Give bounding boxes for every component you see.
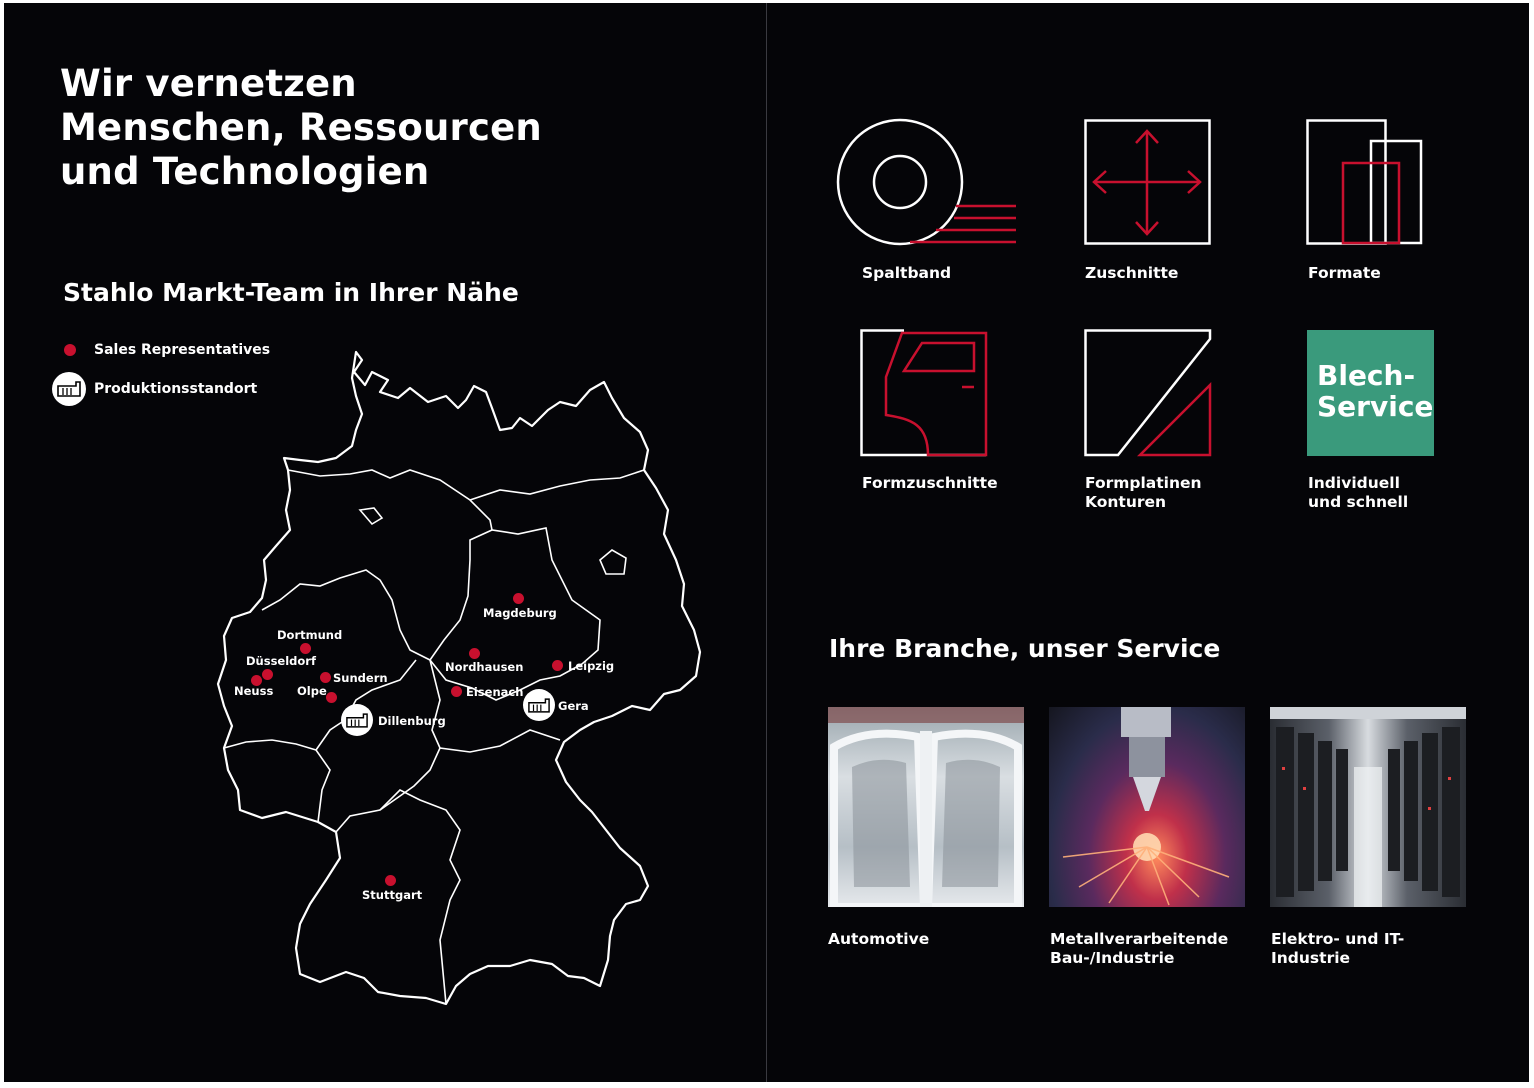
branch-heading: Ihre Branche, unser Service — [829, 634, 1221, 663]
factory-gera-icon[interactable] — [523, 689, 555, 721]
city-stuttgart: Stuttgart — [362, 888, 423, 902]
city-magdeburg: Magdeburg — [483, 606, 557, 620]
city-leipzig: Leipzig — [568, 659, 615, 673]
blech-service-tile[interactable] — [1307, 330, 1434, 456]
automotive-photo[interactable] — [828, 707, 1024, 907]
city-sundern: Sundern — [333, 671, 388, 685]
branch-metall[interactable]: Metallverarbeitende Bau-/Industrie — [1050, 930, 1229, 967]
product-formate[interactable]: Formate — [1308, 264, 1381, 282]
pin-olpe[interactable] — [326, 692, 337, 703]
product-zuschnitte[interactable]: Zuschnitte — [1085, 264, 1179, 282]
legend-production-label: Produktionsstandort — [94, 381, 258, 397]
laser-photo[interactable] — [1049, 707, 1245, 907]
pin-duesseldorf[interactable] — [262, 669, 273, 680]
product-formzuschnitte[interactable]: Formzuschnitte — [862, 474, 998, 492]
formats-icon — [1306, 119, 1424, 246]
map-heading: Stahlo Markt-Team in Ihrer Nähe — [63, 278, 519, 307]
product-formplatinen[interactable]: Formplatinen Konturen — [1085, 474, 1202, 511]
city-dortmund: Dortmund — [277, 628, 343, 642]
factory-dillenburg-icon[interactable] — [341, 704, 373, 736]
city-nordhausen: Nordhausen — [445, 660, 524, 674]
pin-eisenach[interactable] — [451, 686, 462, 697]
page-headline: Wir vernetzen Menschen, Ressourcen und Technologien — [60, 62, 542, 193]
pin-stuttgart[interactable] — [385, 875, 396, 886]
city-gera: Gera — [558, 699, 589, 713]
pin-magdeburg[interactable] — [513, 593, 524, 604]
product-individuell[interactable]: Individuell und schnell — [1308, 474, 1409, 511]
pin-dortmund[interactable] — [300, 643, 311, 654]
datacenter-photo[interactable] — [1270, 707, 1466, 907]
city-neuss: Neuss — [234, 684, 274, 698]
car-door-icon — [860, 329, 988, 457]
cut-sheet-icon — [1084, 119, 1212, 246]
product-spaltband[interactable]: Spaltband — [862, 264, 952, 282]
city-duesseldorf: Düsseldorf — [246, 654, 316, 668]
branch-automotive[interactable]: Automotive — [828, 930, 930, 948]
pin-leipzig[interactable] — [552, 660, 563, 671]
coil-icon — [836, 118, 1018, 248]
blech-service-text: Blech- Service — [1317, 359, 1434, 423]
city-eisenach: Eisenach — [466, 685, 524, 699]
triangle-blank-icon — [1084, 329, 1212, 457]
branch-elektro[interactable]: Elektro- und IT- Industrie — [1271, 930, 1405, 967]
city-dillenburg: Dillenburg — [378, 714, 446, 728]
city-olpe: Olpe — [297, 684, 327, 698]
legend-sales-label: Sales Representatives — [94, 342, 271, 358]
germany-outline — [218, 352, 700, 1004]
pin-sundern[interactable] — [320, 672, 331, 683]
pin-nordhausen[interactable] — [469, 648, 480, 659]
